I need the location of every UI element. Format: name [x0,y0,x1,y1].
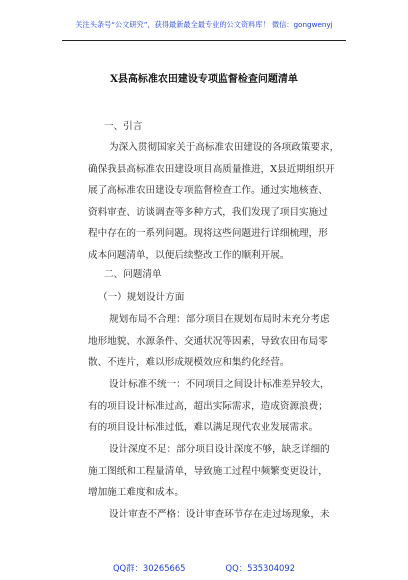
paragraph-line: 有的项目设计标准过高，超出实际需求，造成资源浪费； [88,400,328,412]
paragraph-line: 资料审查、访谈调查等多种方式，我们发现了项目实施过 [88,206,328,218]
paragraph-line: 规划布局不合理：部分项目在规划布局时未充分考虑 [109,314,330,325]
issue-paragraph-layout [88,309,350,374]
paragraph-line: 展了高标准农田建设专项监督检查工作。通过实地核查、 [88,185,328,196]
subsection-heading-planning: （一）规划设计方面 [98,292,185,303]
paragraph-line: 增加施工难度和成本。 [88,487,184,498]
paragraph-line: 散、不连片，难以形成规模效应和集约化经营。 [88,357,290,368]
paragraph-line: 有的项目设计标准过低，难以满足现代农业发展需求。 [88,422,319,433]
intro-paragraph [88,137,350,266]
paragraph-line: 程中存在的一系列问题。现将这些问题进行详细梳理，形 [88,228,328,239]
section-heading-intro: 一、引言 [104,121,143,132]
issue-paragraph-depth [88,439,350,504]
paragraph-line: 确保我县高标准农田建设项目高质量推进，X县近期组织开 [88,163,335,175]
section-heading-issues: 二、问题清单 [104,269,162,280]
footer-qq-number: QQ：535304092 [225,563,296,573]
page-header-banner: 关注头条号“公文研究”，获得最新最全最专业的公文资料库！ 微信：gongwenyj [75,20,333,29]
header-divider [62,40,346,41]
paragraph-line: 设计审查不严格：设计审查环节存在走过场现象，未 [109,509,330,520]
paragraph-line: 施工图纸和工程量清单，导致施工过程中频繁变更设计， [88,465,328,477]
paragraph-line: 地形地貌、水源条件、交通状况等因素，导致农田布局零 [88,335,328,347]
paragraph-line: 为深入贯彻国家关于高标准农田建设的各项政策要求， [109,142,340,153]
issue-paragraph-standards [88,374,350,439]
paragraph-line: 设计深度不足：部分项目设计深度不够，缺乏详细的 [109,444,330,455]
page-footer [0,562,408,574]
footer-qq-group: QQ群：30265665 [112,563,186,573]
document-title: X县高标准农田建设专项监督检查问题清单 [110,74,298,85]
paragraph-line: 成本问题清单，以便后续整改工作的顺利开展。 [88,249,290,261]
issue-paragraph-review [88,504,350,526]
paragraph-line: 设计标准不统一：不同项目之间设计标准差异较大， [109,379,330,390]
